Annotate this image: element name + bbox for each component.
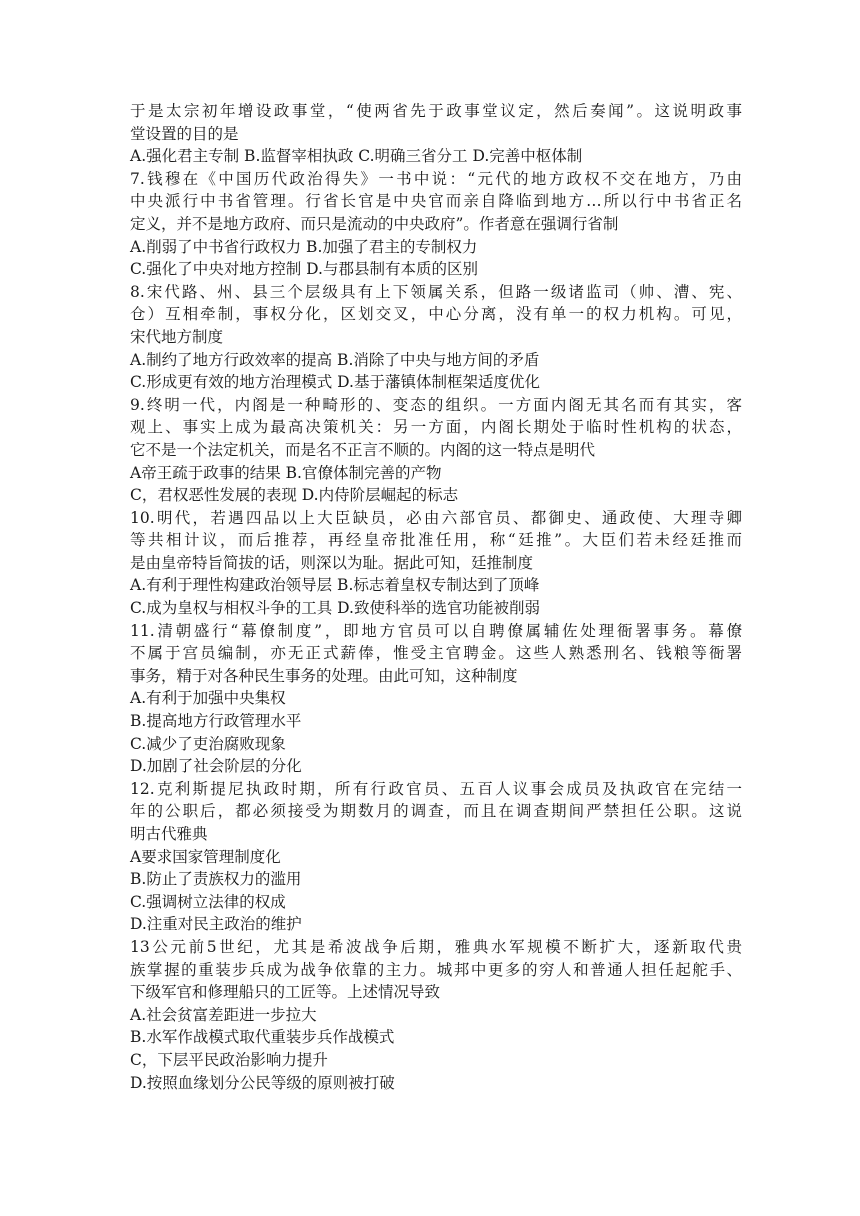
question-9-text: 9.终明一代，内阁是一种畸形的、变态的组织。一方面内阁无其名而有其实，客 — [130, 395, 742, 414]
text-line: 中央派行中书省管理。行省长官是中央官而亲自降临到地方…所以行中书省正名 — [130, 192, 742, 211]
answer-options: A.有利于理性构建政治领导层 B.标志着皇权专制达到了顶峰 — [130, 576, 540, 595]
text-line: 族掌握的重装步兵成为战争依靠的主力。城邦中更多的穷人和普通人担任起舵手、 — [130, 960, 742, 979]
text-line: 观上、事实上成为最高决策机关：另一方面，内阁长期处于临时性机构的状态， — [130, 418, 742, 437]
question-13-text: 13公元前5世纪，尤其是希波战争后期，雅典水军规模不断扩大，逐新取代贵 — [130, 937, 742, 956]
document-body — [130, 100, 742, 1094]
text-line: 是由皇帝特旨简拔的话，则深以为耻。据此可知，廷推制度 — [130, 553, 534, 572]
answer-option: A.有利于加强中央集权 — [130, 689, 286, 708]
answer-options: C.成为皇权与相权斗争的工具 D.致使科举的选官功能被削弱 — [130, 599, 540, 618]
answer-options: A.强化君主专制 B.监督宰相执政 C.明确三省分工 D.完善中枢体制 — [130, 147, 583, 166]
question-10-text: 10.明代，若遇四品以上大臣缺员，必由六部官员、都御史、通政使、大理寺卿 — [130, 508, 742, 527]
text-line: 明古代雅典 — [130, 825, 208, 843]
answer-option: C.强调树立法律的权成 — [130, 892, 286, 911]
question-12-text: 12.克利斯提尼执政时期，所有行政官员、五百人议事会成员及执政官在完结一 — [130, 779, 742, 798]
answer-option: B.防止了责族权力的滥用 — [130, 870, 302, 889]
text-line: 堂设置的目的是 — [130, 124, 239, 143]
answer-option: A.社会贫富差距进一步拉大 — [130, 1005, 317, 1024]
text-line: 事务，精于对各种民生事务的处理。由此可知，这种制度 — [130, 666, 518, 685]
answer-options: C.形成更有效的地方治理模式 D.基于藩镇体制框架适度优化 — [130, 373, 540, 392]
question-7-text: 7.钱穆在《中国历代政治得失》一书中说：“元代的地方政权不交在地方，乃由 — [130, 169, 742, 188]
text-line: 于是太宗初年增设政事堂，“使两省先于政事堂议定，然后奏闻”。这说明政事 — [130, 102, 742, 120]
answer-option: B.提高地方行政管理水平 — [130, 712, 302, 731]
answer-options: A帝王疏于政事的结果 B.官僚体制完善的产物 — [130, 463, 442, 482]
answer-options: A.削弱了中书省行政权力 B.加强了君主的专制权力 — [130, 237, 478, 256]
text-line: 定义，并不是地方政府、而只是流动的中央政府”。作者意在强调行省制 — [130, 214, 619, 233]
answer-option: D.注重对民主政治的维护 — [130, 915, 302, 934]
answer-options: A.制约了地方行政效率的提高 B.消除了中央与地方间的矛盾 — [130, 350, 540, 369]
answer-option: D.按照血缘划分公民等级的原则被打破 — [130, 1073, 395, 1092]
text-line: 等共相计议，而后推荐，再经皇帝批准任用，称“廷推”。大臣们若未经廷推而 — [130, 531, 742, 550]
text-line: 宋代地方制度 — [130, 327, 224, 346]
text-line: 下级军官和修理船只的工匠等。上述情况导致 — [130, 983, 441, 1002]
text-line: 不属于宫员编制，亦无正式薪俸，惟受主官聘金。这些人熟悉刑名、钱粮等衙署 — [130, 644, 742, 663]
answer-option: A要求国家管理制度化 — [130, 847, 281, 866]
answer-option: B.水军作战模式取代重装步兵作战模式 — [130, 1028, 395, 1047]
question-8-text: 8.宋代路、州、县三个层级具有上下领属关系，但路一级诸监司（帅、漕、宪、 — [130, 282, 742, 301]
answer-option: D.加剧了社会阶层的分化 — [130, 757, 302, 776]
text-line: 仓）互相牵制，事权分化，区划交叉，中心分离，没有单一的权力机构。可见， — [130, 305, 742, 324]
text-line: 它不是一个法定机关，而是名不正言不顺的。内阁的这一特点是明代 — [130, 440, 596, 459]
answer-option: C.减少了吏治腐败现象 — [130, 734, 286, 753]
text-line: 年的公职后，都必须接受为期数月的调查，而且在调查期间严禁担任公职。这说 — [130, 802, 742, 821]
question-11-text: 11.清朝盛行“幕僚制度”，即地方官员可以自聘僚属辅佐处理衙署事务。幕僚 — [130, 621, 742, 640]
answer-options: C.强化了中央对地方控制 D.与郡县制有本质的区别 — [130, 260, 478, 279]
answer-options: C，君权恶性发展的表现 D.内侍阶层崛起的标志 — [130, 486, 459, 505]
answer-option: C，下层平民政治影响力提升 — [130, 1050, 328, 1069]
